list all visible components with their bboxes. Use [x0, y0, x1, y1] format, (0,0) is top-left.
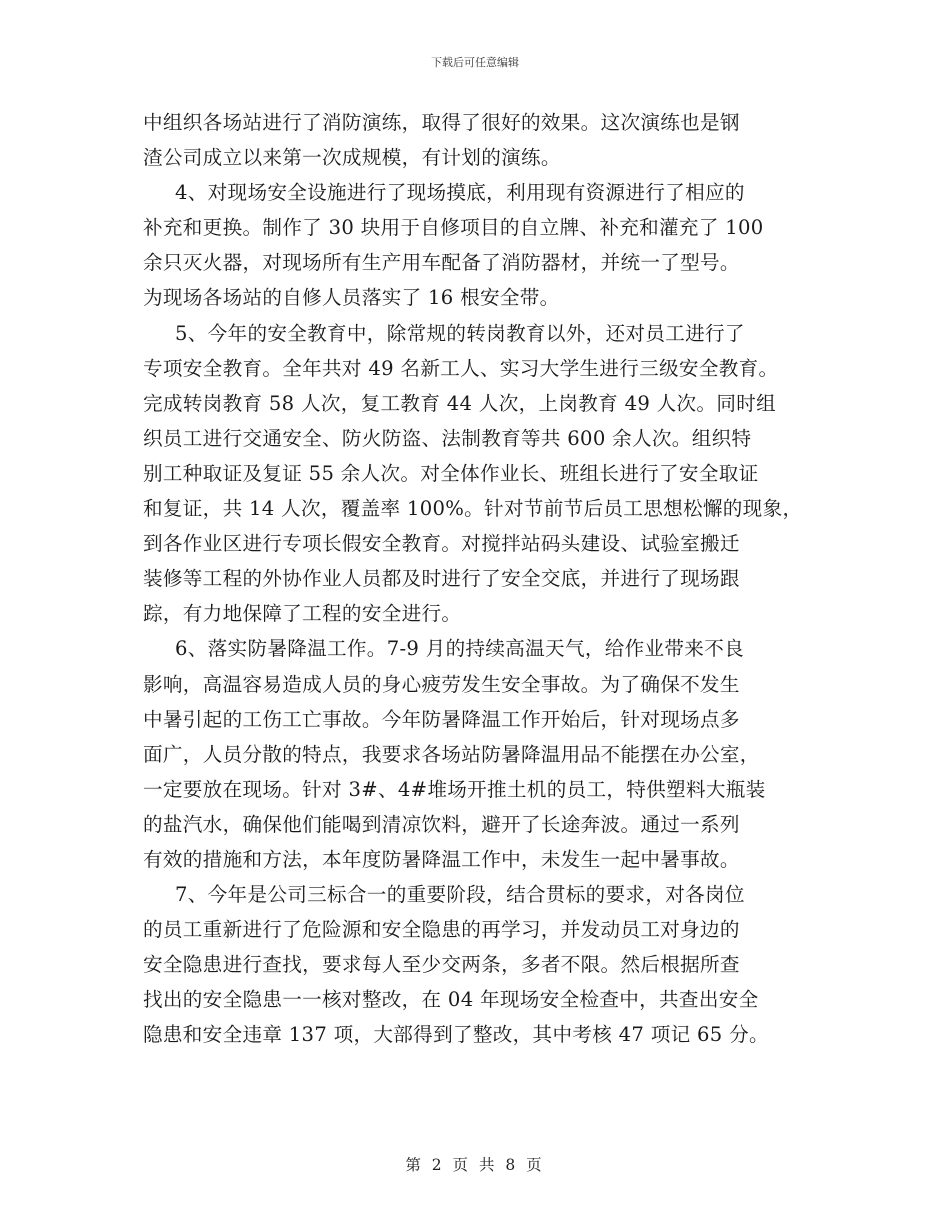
- text-line: 面广，人员分散的特点，我要求各场站防暑降温用品不能摆在办公室，: [143, 742, 760, 766]
- text-line: 隐患和安全违章 137 项，大部得到了整改，其中考核 47 项记 65 分。: [143, 1023, 769, 1047]
- text-line: 有效的措施和方法，本年度防暑降温工作中，未发生一起中暑事故。: [143, 847, 740, 871]
- text-line: 为现场各场站的自修人员落实了 16 根安全带。: [143, 286, 560, 310]
- text-line: 装修等工程的外协作业人员都及时进行了安全交底，并进行了现场跟: [143, 567, 740, 591]
- text-line: 织员工进行交通安全、防火防盗、法制教育等共 600 余人次。组织特: [143, 426, 752, 450]
- text-line: 专项安全教育。全年共对 49 名新工人、实习大学生进行三级安全教育。: [143, 356, 779, 380]
- text-line: 余只灭火器，对现场所有生产用车配备了消防器材，并统一了型号。: [143, 251, 740, 275]
- paragraph-first-line: 7、今年是公司三标合一的重要阶段，结合贯标的要求，对各岗位: [175, 883, 745, 907]
- text-line: 一定要放在现场。针对 3#、4#堆场开推土机的员工，特供塑料大瓶装: [143, 777, 766, 801]
- text-line: 渣公司成立以来第一次成规模，有计划的演练。: [143, 146, 561, 170]
- paragraph-first-line: 6、落实防暑降温工作。7-9 月的持续高温天气，给作业带来不良: [175, 637, 744, 661]
- text-line: 完成转岗教育 58 人次，复工教育 44 人次，上岗教育 49 人次。同时组: [143, 391, 777, 415]
- text-line: 中暑引起的工伤工亡事故。今年防暑降温工作开始后，针对现场点多: [143, 707, 740, 731]
- document-body: [143, 105, 823, 1053]
- paragraph-first-line: 5、今年的安全教育中，除常规的转岗教育以外，还对员工进行了: [175, 321, 745, 345]
- text-line: 的盐汽水，确保他们能喝到清凉饮料，避开了长途奔波。通过一系列: [143, 812, 740, 836]
- page-number-footer: 第 2 页 共 8 页: [405, 1156, 545, 1174]
- text-line: 找出的安全隐患一一核对整改，在 04 年现场安全检查中，共查出安全: [143, 988, 759, 1012]
- text-line: 安全隐患进行查找，要求每人至少交两条，多者不限。然后根据所查: [143, 953, 740, 977]
- text-line: 别工种取证及复证 55 余人次。对全体作业长、班组长进行了安全取证: [143, 461, 759, 485]
- page-header: 下载后可任意编辑: [431, 56, 519, 69]
- text-line: 影响，高温容易造成人员的身心疲劳发生安全事故。为了确保不发生: [143, 672, 740, 696]
- paragraph-first-line: 4、对现场安全设施进行了现场摸底，利用现有资源进行了相应的: [175, 181, 745, 205]
- text-line: 踪，有力地保障了工程的安全进行。: [143, 602, 462, 626]
- text-line: 中组织各场站进行了消防演练，取得了很好的效果。这次演练也是钢: [143, 111, 740, 134]
- text-line: 到各作业区进行专项长假安全教育。对搅拌站码头建设、试验室搬迁: [143, 532, 740, 556]
- text-line: 的员工重新进行了危险源和安全隐患的再学习，并发动员工对身边的: [143, 918, 740, 942]
- text-line: 和复证，共 14 人次，覆盖率 100%。针对节前节后员工思想松懈的现象，: [143, 497, 803, 521]
- text-line: 补充和更换。制作了 30 块用于自修项目的自立牌、补充和灌充了 100: [143, 216, 764, 240]
